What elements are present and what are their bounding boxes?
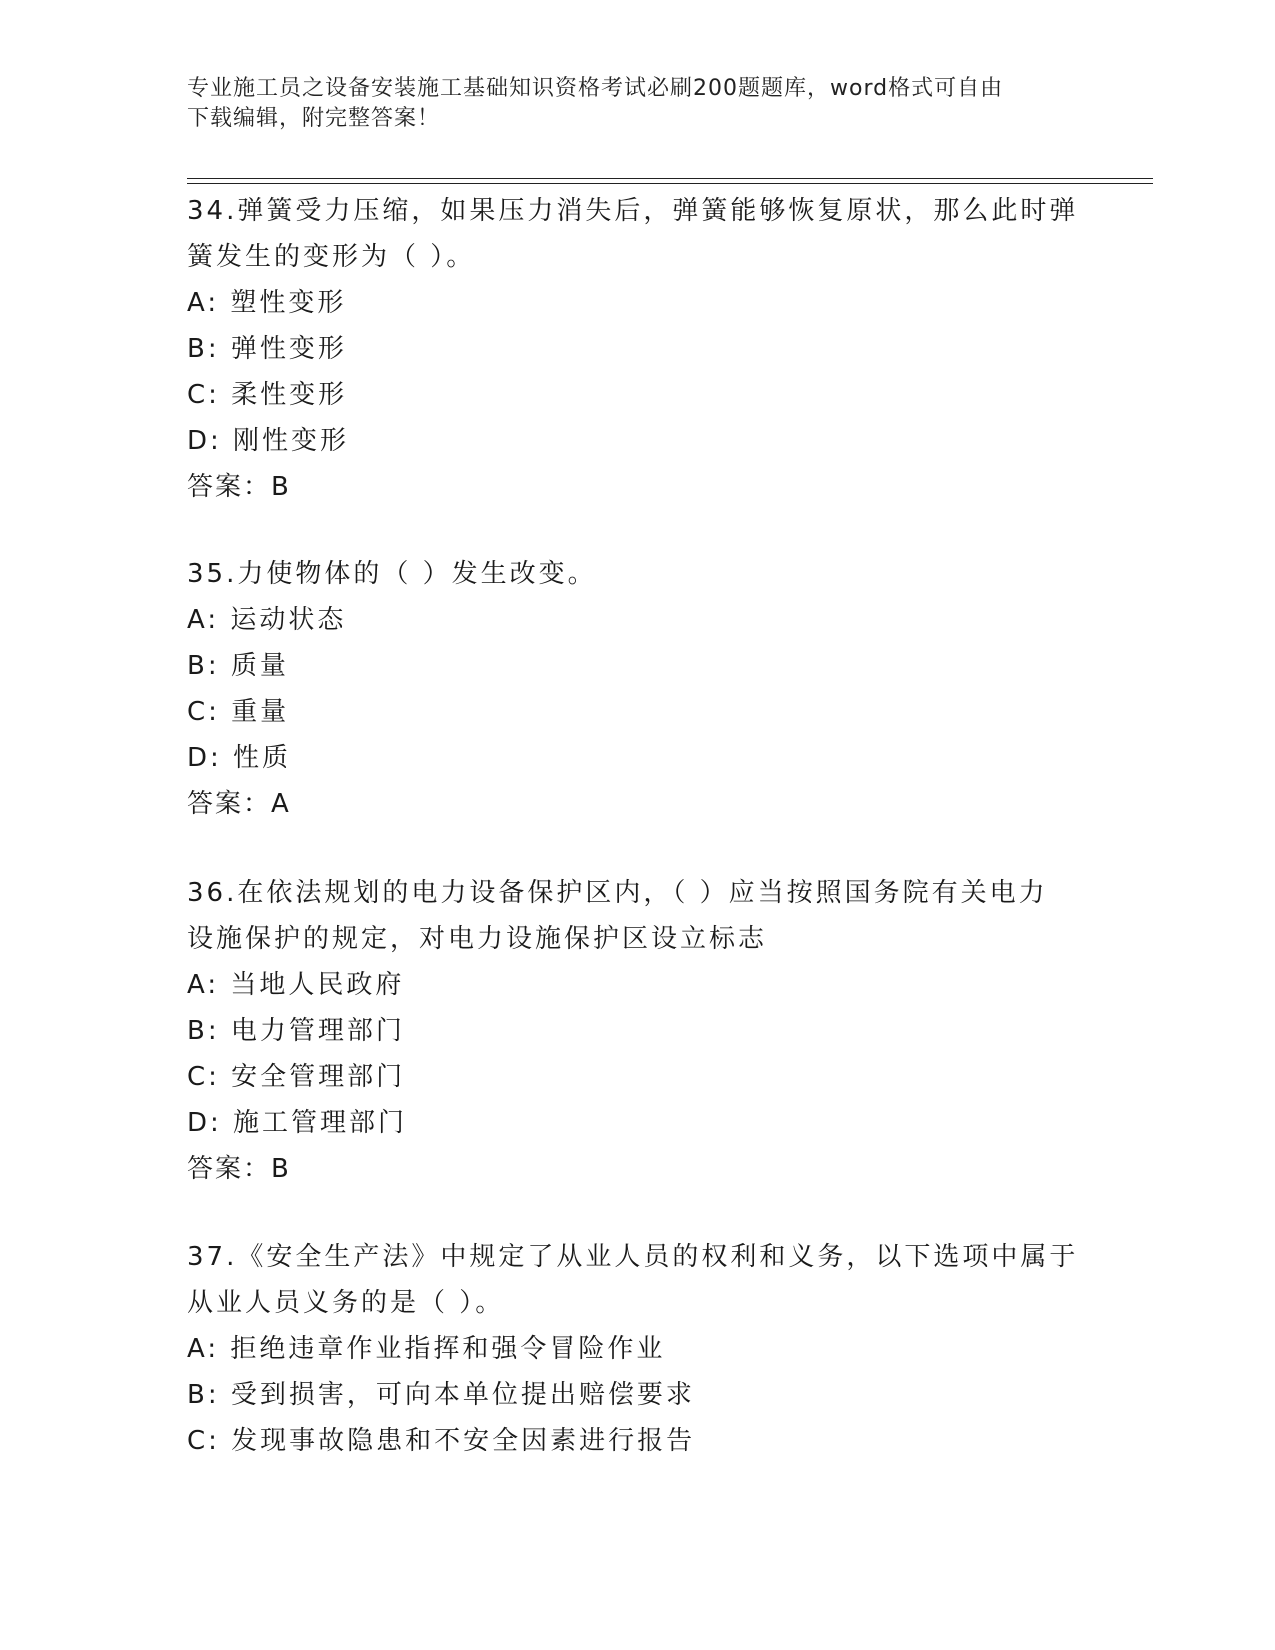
option-d: D: 刚性变形	[187, 426, 350, 456]
option-a: A: 拒绝违章作业指挥和强令冒险作业	[187, 1334, 666, 1364]
question-stem-line: 设施保护的规定，对电力设施保护区设立标志	[187, 924, 768, 954]
option-b: B: 质量	[187, 651, 289, 681]
question-34	[187, 188, 1087, 510]
question-stem-line: 36.在依法规划的电力设备保护区内，（ ）应当按照国务院有关电力	[187, 878, 1048, 908]
header-divider-bottom	[187, 183, 1153, 184]
header-line-2: 下载编辑，附完整答案！	[187, 106, 441, 131]
answer-line: 答案：B	[187, 1154, 291, 1184]
option-c: C: 柔性变形	[187, 380, 348, 410]
answer-line: 答案：B	[187, 472, 291, 502]
question-37	[187, 1234, 1087, 1464]
question-36	[187, 870, 1087, 1192]
option-a: A: 塑性变形	[187, 288, 347, 318]
question-stem-line: 簧发生的变形为（ ）。	[187, 242, 476, 272]
option-b: B: 受到损害，可向本单位提出赔偿要求	[187, 1380, 695, 1410]
option-a: A: 运动状态	[187, 605, 347, 635]
option-d: D: 性质	[187, 743, 292, 773]
option-d: D: 施工管理部门	[187, 1108, 408, 1138]
question-35	[187, 551, 1087, 827]
header-line-1: 专业施工员之设备安装施工基础知识资格考试必刷200题题库，word格式可自由	[187, 76, 1004, 101]
option-c: C: 重量	[187, 697, 290, 727]
document-header	[187, 74, 1087, 134]
option-c: C: 安全管理部门	[187, 1062, 406, 1092]
option-a: A: 当地人民政府	[187, 970, 405, 1000]
header-divider-top	[187, 178, 1153, 179]
question-stem-line: 34.弹簧受力压缩，如果压力消失后，弹簧能够恢复原状，那么此时弹	[187, 196, 1079, 226]
option-c: C: 发现事故隐患和不安全因素进行报告	[187, 1426, 696, 1456]
option-b: B: 弹性变形	[187, 334, 347, 364]
question-stem-line: 从业人员义务的是（ ）。	[187, 1288, 505, 1318]
option-b: B: 电力管理部门	[187, 1016, 405, 1046]
question-stem-line: 37.《安全生产法》中规定了从业人员的权利和义务，以下选项中属于	[187, 1242, 1079, 1272]
question-stem-line: 35.力使物体的（ ）发生改变。	[187, 559, 597, 589]
answer-line: 答案：A	[187, 789, 291, 819]
